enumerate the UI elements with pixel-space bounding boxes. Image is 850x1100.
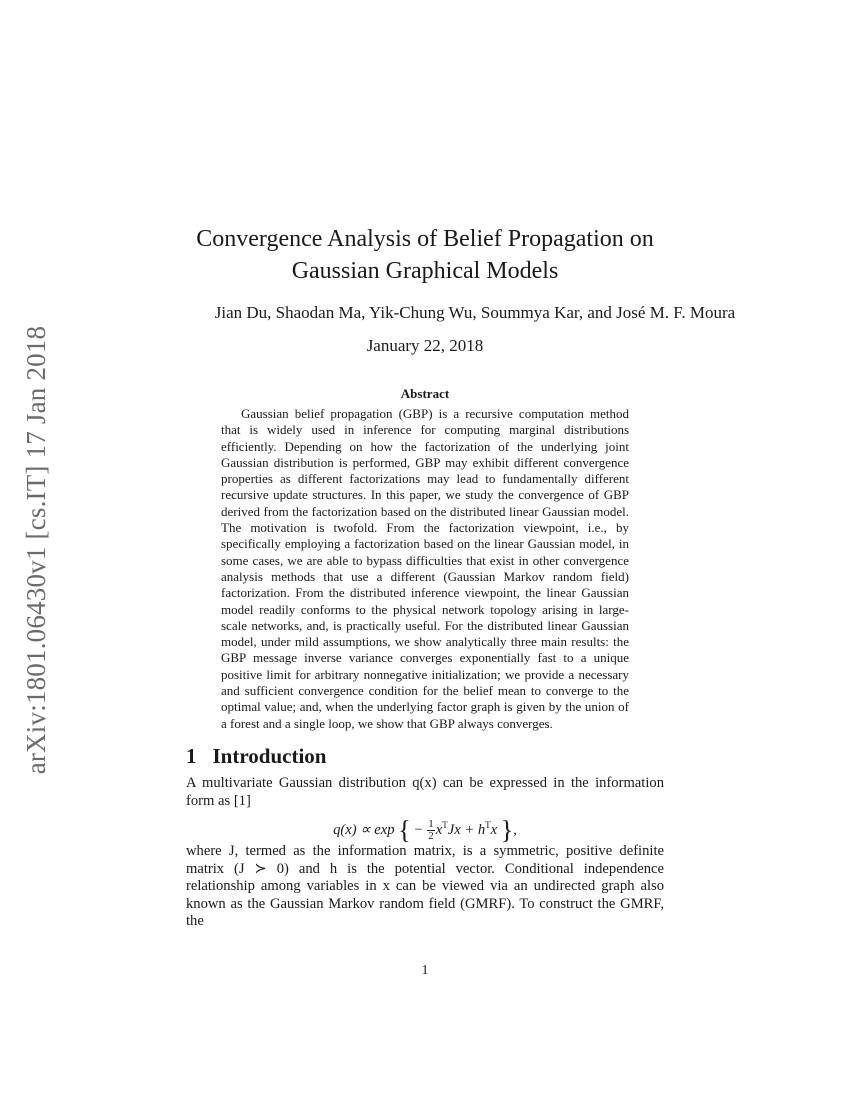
author-list: Jian Du, Shaodan Ma, Yik-Chung Wu, Soummya Kar, and José M. F. Moura xyxy=(214,303,736,322)
equation-fraction xyxy=(427,819,435,842)
fraction-numerator: 1 xyxy=(428,818,434,831)
equation-quad-sup: T xyxy=(442,820,448,830)
title-line-2: Gaussian Graphical Models xyxy=(291,258,559,284)
equation-lhs: q(x) ∝ exp xyxy=(333,821,395,838)
paper-title xyxy=(150,223,700,287)
intro-paragraph-2: where J, termed as the information matrix, is a symmetric, positive definite matrix (J ≻ 0) and h is the potential vector. Conditional independence relationship among variables in x can be viewed via an undirected graph also known as the Gaussian Markov random field (GMRF). To construct the GMRF, the xyxy=(186,843,664,930)
section-number: 1 xyxy=(186,744,197,768)
equation-tail: , xyxy=(513,821,517,838)
paper-date: January 22, 2018 xyxy=(366,336,484,355)
intro-paragraph-1: A multivariate Gaussian distribution q(x) can be expressed in the information form as [1] xyxy=(186,775,664,809)
equation-quad-rest: Jx + h xyxy=(447,821,486,838)
equation-minus: − xyxy=(414,821,423,838)
equation-quad-term: x xyxy=(435,821,443,838)
title-line-1: Convergence Analysis of Belief Propagation on xyxy=(196,226,654,252)
fraction-denominator: 2 xyxy=(428,830,434,843)
equation-open-brace: { xyxy=(398,815,411,845)
equation-lin-rest: x xyxy=(490,821,498,838)
section-title: Introduction xyxy=(212,744,327,768)
equation-lin-sup: T xyxy=(485,820,491,830)
arxiv-identifier: arXiv:1801.06430v1 [cs.IT] 17 Jan 2018 xyxy=(21,325,51,775)
equation-close-brace: } xyxy=(500,815,514,845)
section-heading xyxy=(186,744,326,769)
abstract-text: Gaussian belief propagation (GBP) is a recursive computation method that is widely used in inference for computing marginal distributions efficiently. Depending on how the factorization of the underlying joint Gaussian distribution is performed, GBP may exhibit different convergence properties as different factorizations may lead to fundamentally different recursive update structures. In this paper, we study the convergence of GBP derived from the factorization based on the distributed linear Gaussian model. The motivation is twofold. From the factorization viewpoint, i.e., by specifically employing a factorization based on the linear Gaussian model, in some cases, we are able to bypass difficulties that exist in other convergence analysis methods that use a different (Gaussian Markov random field) factorization. From the distributed inference viewpoint, the linear Gaussian model readily conforms to the physical network topology arising in large-scale networks, and, is practically useful. For the distributed linear Gaussian model, under mild assumptions, we show analytically three main results: the GBP message inverse variance converges exponentially fast to a unique positive limit for arbitrary nonnegative initialization; we provide a necessary and sufficient convergence condition for the belief mean to converge to the optimal value; and, when the underlying factor graph is given by the union of a forest and a single loop, we show that GBP always converges. xyxy=(221,406,629,731)
information-form-equation xyxy=(186,810,664,845)
abstract-heading: Abstract xyxy=(400,386,450,401)
page-number: 1 xyxy=(421,963,429,978)
